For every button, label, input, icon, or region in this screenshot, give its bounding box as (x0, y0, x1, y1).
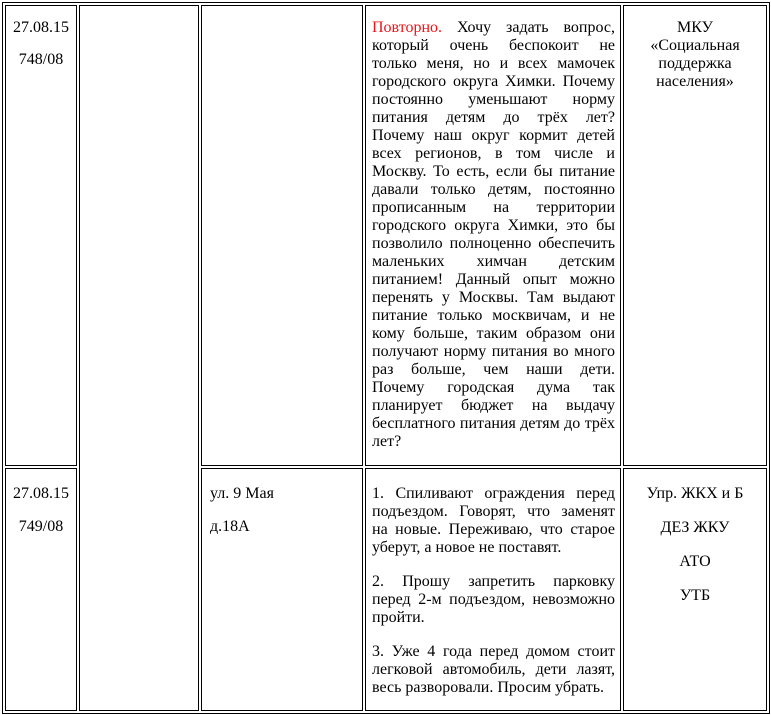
row-1-address-cell (201, 5, 363, 466)
text-line (372, 199, 615, 217)
responsible-line: поддержка (658, 55, 732, 72)
text-line (372, 109, 615, 127)
repeat-label: Повторно. (372, 19, 443, 36)
text-line-content: питанием! Данный опыт можно (372, 271, 615, 288)
text-paragraph (372, 643, 615, 697)
text-line (372, 37, 615, 55)
row-2-request-text (372, 485, 615, 697)
text-line-content: Почему городская дума так (372, 379, 615, 396)
text-line-content: уберут, а новое не поставят. (372, 539, 562, 556)
row-1-request-text (372, 19, 615, 451)
text-line-content: 1. Спиливают ограждения перед (372, 485, 615, 502)
text-line (372, 127, 615, 145)
text-line-content: позволило полноценно обеспечить (372, 235, 615, 252)
row-1-reg-number: 748/08 (18, 51, 64, 68)
text-line-content: перенять у Москвы. Там выдают (372, 289, 615, 306)
text-line (372, 643, 615, 661)
text-line-content: на новые. Переживаю, что старое (372, 521, 615, 538)
text-line-content: который очень беспокоит не (372, 37, 615, 54)
text-line (372, 55, 615, 73)
text-line-content: лет? (372, 433, 402, 450)
text-line (372, 361, 615, 379)
row-1-date-cell (5, 5, 77, 466)
responsible-item: Упр. ЖКХ и Б (646, 485, 744, 502)
text-line-content: городского округа Химки, это бы (372, 217, 615, 234)
text-line (372, 19, 615, 37)
text-line (372, 325, 615, 343)
text-line (372, 73, 615, 91)
text-line (372, 485, 615, 503)
text-line-content: весь разворовали. Просим убрать. (372, 679, 605, 696)
text-line-content: бесплатного питания детям до трёх (372, 415, 615, 432)
text-line-content: получают норму питания во много (372, 343, 615, 360)
text-line (372, 307, 615, 325)
row-2-street: ул. 9 Мая (210, 485, 274, 502)
text-line-content: питания детям до трёх лет? (372, 109, 615, 126)
row-2-responsible-cell (623, 468, 767, 711)
row-2-house: д.18А (210, 518, 250, 535)
text-line-content: давали только детям, постоянно (372, 181, 615, 198)
text-line (372, 235, 615, 253)
text-line (372, 573, 615, 591)
text-line-content: раз больше, чем наши дети. (372, 361, 615, 378)
text-line (372, 145, 615, 163)
empty-column-cell (79, 5, 199, 711)
text-line-content: Хочу задать вопрос, (456, 19, 615, 36)
text-line-content: кому больше, таким образом они (372, 325, 615, 342)
text-line (372, 591, 615, 609)
text-line-content: городского округа Химки. Почему (372, 73, 615, 90)
text-line (372, 163, 615, 181)
text-line-content: Москву. То есть, если бы питание (372, 163, 615, 180)
row-1-responsible-cell (623, 5, 767, 466)
text-line (372, 379, 615, 397)
row-2-reg-number: 749/08 (18, 518, 64, 535)
text-line (372, 609, 615, 627)
text-line-content: подъездом. Говорят, что заменят (372, 503, 615, 520)
text-line-content: маленьких химчан детским (372, 253, 615, 270)
row-1-date: 27.08.15 (13, 19, 69, 36)
text-line-content: всех регионов, в том числе и (372, 145, 615, 162)
text-line-content: 3. Уже 4 года перед домом стоит (372, 643, 615, 660)
text-line (372, 521, 615, 539)
text-line (372, 661, 615, 679)
text-line-content: 2. Прошу запретить парковку (372, 573, 615, 590)
text-paragraph (372, 19, 615, 451)
text-line (372, 289, 615, 307)
responsible-line: «Социальная (650, 37, 740, 54)
text-line (372, 415, 615, 433)
row-2-address-cell (201, 468, 363, 711)
text-line-content: Почему наш округ кормит детей (372, 127, 615, 144)
text-line (372, 253, 615, 271)
text-line-content: постоянно уменьшают норму (372, 91, 615, 108)
responsible-item: УТБ (679, 587, 711, 604)
text-paragraph (372, 485, 615, 557)
text-line (372, 217, 615, 235)
text-line (372, 181, 615, 199)
text-line-content: легковой автомобиль, дети лазят, (372, 661, 615, 678)
text-line-content: планирует бюджет на выдачу (372, 397, 615, 414)
row-2-content-cell (365, 468, 621, 711)
text-line-content: перед 2-м подъездом, невозможно (372, 591, 615, 608)
text-line (372, 91, 615, 109)
row-2-date: 27.08.15 (13, 485, 69, 502)
text-line-content: питание только москвичам, и не (372, 307, 615, 324)
text-line-content: только меня, но и всех мамочек (372, 55, 615, 72)
row-2-date-cell (5, 468, 77, 711)
text-line-content: прописанным на территории (372, 199, 615, 216)
text-line (372, 343, 615, 361)
text-line (372, 397, 615, 415)
text-line (372, 503, 615, 521)
responsible-line: МКУ (677, 19, 713, 36)
text-line-content: пройти. (372, 609, 425, 626)
row-1-content-cell (365, 5, 621, 466)
text-paragraph (372, 573, 615, 627)
text-line (372, 433, 615, 451)
text-line (372, 679, 615, 697)
text-line (372, 539, 615, 557)
text-line (372, 271, 615, 289)
responsible-item: ДЕЗ ЖКУ (660, 519, 730, 536)
responsible-line: населения» (656, 73, 734, 90)
responsible-item: АТО (679, 553, 711, 570)
